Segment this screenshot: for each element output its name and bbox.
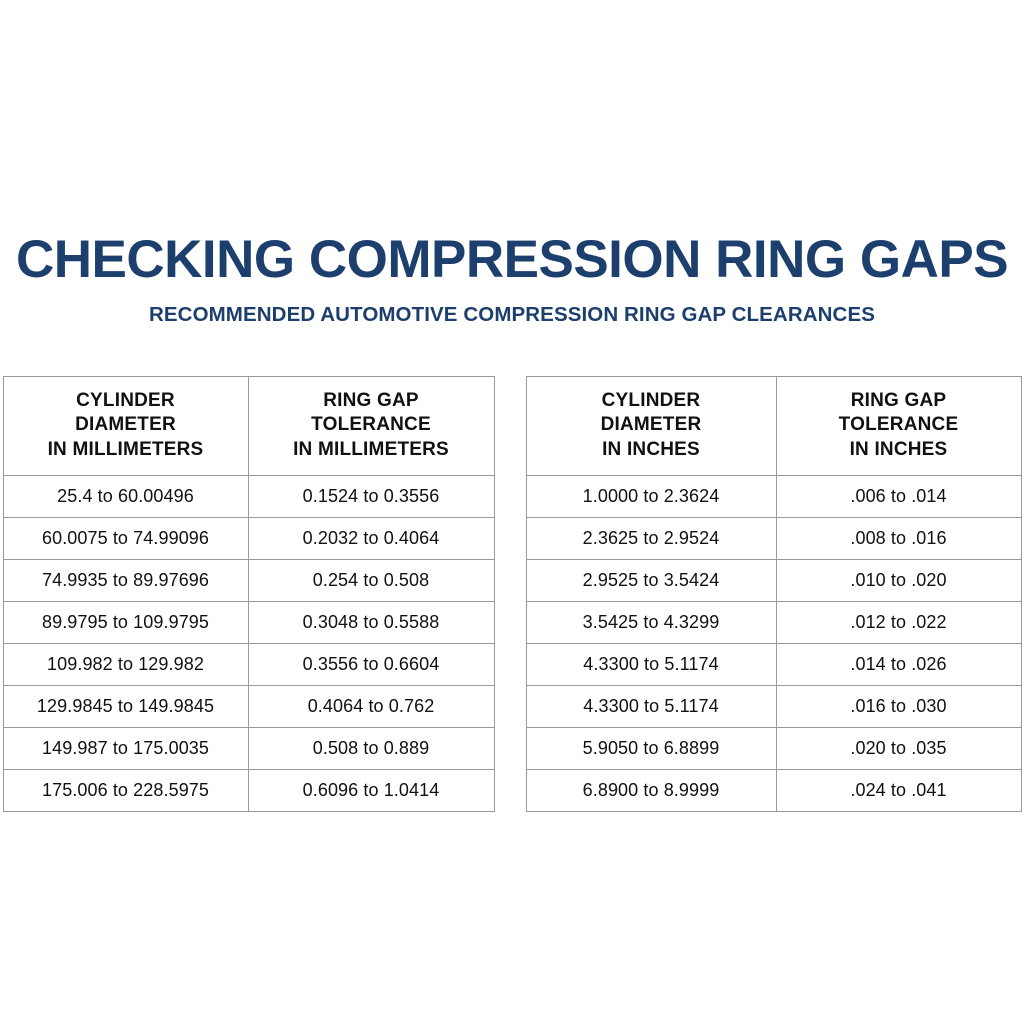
tables-container: [0, 376, 1024, 812]
header-line-1: RING GAP: [850, 390, 947, 411]
table-row: [526, 643, 1021, 685]
cell-tolerance: .014 to .026: [776, 643, 1021, 685]
cell-tolerance: 0.508 to 0.889: [248, 727, 494, 769]
cell-tolerance: 0.2032 to 0.4064: [248, 517, 494, 559]
cell-diameter: 5.9050 to 6.8899: [526, 727, 776, 769]
table-row: [3, 517, 494, 559]
header-line-2: DIAMETER: [600, 414, 702, 436]
header-line-1: CYLINDER: [76, 390, 175, 411]
cell-diameter: 109.982 to 129.982: [3, 643, 248, 685]
cell-diameter: 25.4 to 60.00496: [3, 475, 248, 517]
header-line-3: IN INCHES: [849, 438, 948, 460]
cell-tolerance: 0.6096 to 1.0414: [248, 769, 494, 811]
column-header-cylinder-diameter-mm: [3, 377, 248, 476]
column-header-cylinder-diameter-in: [526, 377, 776, 476]
cell-tolerance: .020 to .035: [776, 727, 1021, 769]
cell-tolerance: .006 to .014: [776, 475, 1021, 517]
cell-tolerance: 0.1524 to 0.3556: [248, 475, 494, 517]
cell-tolerance: .024 to .041: [776, 769, 1021, 811]
header-line-3: IN MILLIMETERS: [47, 438, 204, 460]
cell-diameter: 89.9795 to 109.9795: [3, 601, 248, 643]
table-row: [526, 559, 1021, 601]
header-line-2: TOLERANCE: [311, 414, 431, 436]
table-header-row: [526, 377, 1021, 476]
cell-diameter: 6.8900 to 8.9999: [526, 769, 776, 811]
table-row: [526, 727, 1021, 769]
cell-tolerance: 0.3048 to 0.5588: [248, 601, 494, 643]
cell-tolerance: 0.4064 to 0.762: [248, 685, 494, 727]
table-row: [3, 769, 494, 811]
page-subtitle: RECOMMENDED AUTOMOTIVE COMPRESSION RING GAP CLEARANCES: [149, 303, 875, 326]
table-row: [526, 517, 1021, 559]
cell-diameter: 149.987 to 175.0035: [3, 727, 248, 769]
cell-diameter: 60.0075 to 74.99096: [3, 517, 248, 559]
table-row: [3, 685, 494, 727]
table-row: [526, 685, 1021, 727]
cell-diameter: 2.9525 to 3.5424: [526, 559, 776, 601]
header-line-3: IN INCHES: [602, 438, 700, 460]
cell-tolerance: 0.254 to 0.508: [248, 559, 494, 601]
cell-tolerance: .012 to .022: [776, 601, 1021, 643]
metric-table-head: [3, 377, 494, 476]
header-line-1: CYLINDER: [601, 390, 701, 411]
table-row: [3, 559, 494, 601]
cell-diameter: 4.3300 to 5.1174: [526, 643, 776, 685]
cell-diameter: 74.9935 to 89.97696: [3, 559, 248, 601]
table-row: [526, 601, 1021, 643]
header-line-1: RING GAP: [323, 390, 419, 411]
cell-diameter: 3.5425 to 4.3299: [526, 601, 776, 643]
column-header-ring-gap-tolerance-mm: [248, 377, 494, 476]
table-row: [3, 475, 494, 517]
imperial-table-head: [526, 377, 1021, 476]
cell-diameter: 4.3300 to 5.1174: [526, 685, 776, 727]
table-row: [526, 475, 1021, 517]
table-row: [3, 643, 494, 685]
cell-tolerance: .008 to .016: [776, 517, 1021, 559]
cell-tolerance: .010 to .020: [776, 559, 1021, 601]
header-line-2: TOLERANCE: [838, 414, 959, 436]
imperial-ring-gap-table: [526, 376, 1022, 812]
page-title: CHECKING COMPRESSION RING GAPS: [15, 229, 1009, 289]
table-row: [3, 601, 494, 643]
metric-ring-gap-table: [3, 376, 495, 812]
table-row: [526, 769, 1021, 811]
header-line-2: DIAMETER: [75, 414, 176, 436]
imperial-table-body: [526, 475, 1021, 811]
cell-diameter: 1.0000 to 2.3624: [526, 475, 776, 517]
header-line-3: IN MILLIMETERS: [293, 438, 449, 460]
cell-tolerance: 0.3556 to 0.6604: [248, 643, 494, 685]
table-header-row: [3, 377, 494, 476]
column-header-ring-gap-tolerance-in: [776, 377, 1021, 476]
metric-table-body: [3, 475, 494, 811]
cell-diameter: 129.9845 to 149.9845: [3, 685, 248, 727]
cell-diameter: 2.3625 to 2.9524: [526, 517, 776, 559]
cell-diameter: 175.006 to 228.5975: [3, 769, 248, 811]
cell-tolerance: .016 to .030: [776, 685, 1021, 727]
table-row: [3, 727, 494, 769]
